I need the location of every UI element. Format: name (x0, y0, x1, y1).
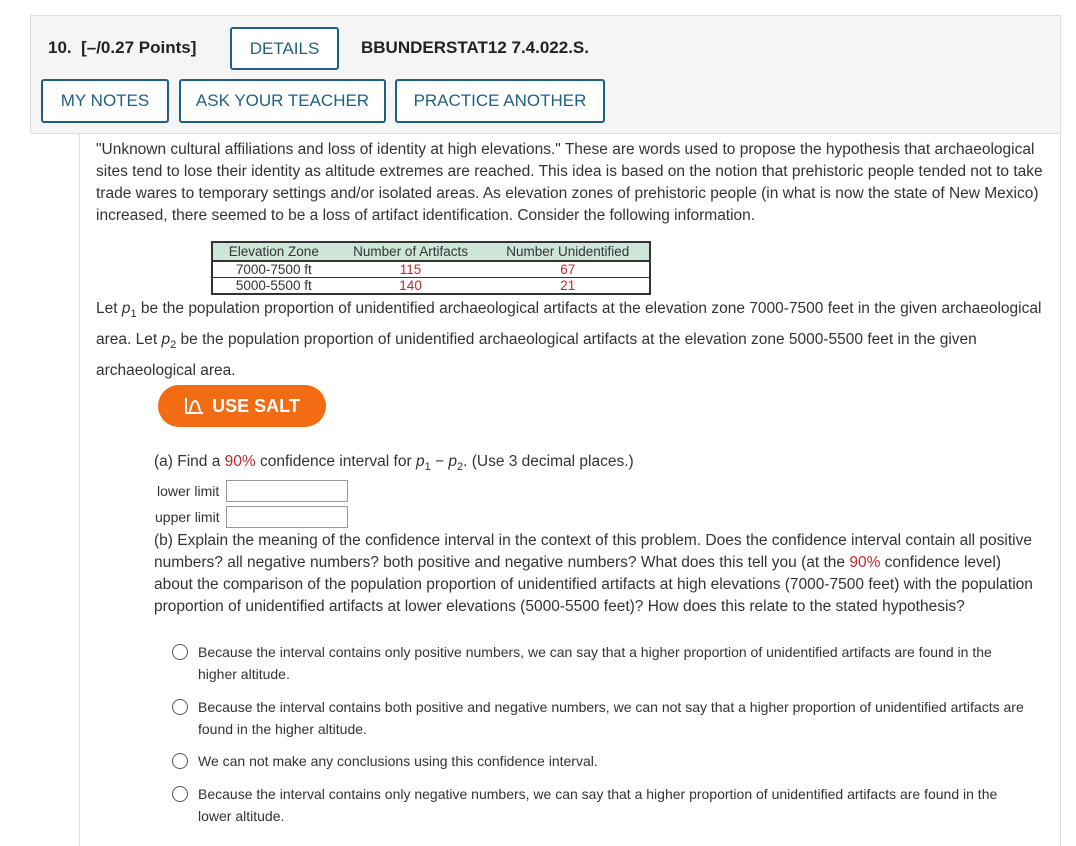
lower-limit-label: lower limit (157, 483, 220, 499)
cell: 21 (487, 278, 650, 295)
my-notes-button[interactable]: MY NOTES (41, 79, 169, 123)
lower-limit-input[interactable] (226, 480, 348, 502)
answer-option[interactable]: Because the interval contains only negative numbers, we can say that a higher proportion of unidentified artifacts are found in the lower altitude. (172, 783, 1032, 827)
question-header (30, 15, 1061, 134)
data-table (211, 241, 651, 295)
practice-another-button[interactable]: PRACTICE ANOTHER (395, 79, 605, 123)
upper-limit-label: upper limit (155, 509, 220, 525)
intro-text: "Unknown cultural affiliations and loss of identity at high elevations." These are words used to propose the hypothesis that archaeological sites tend to lose their identity as altitude extremes are reached. This idea is based on the notion that prehistoric people tended not to take trade wares to temporary settings and/or isolated areas. As elevation zones of prehistoric people (in what is now the state of New Mexico) increased, there seemed to be a loss of artifact identification. Consider the following information. (96, 141, 1043, 224)
answer-option[interactable]: Because the interval contains both positive and negative numbers, we can not say that a higher proportion of unidentified artifacts are found in the higher altitude. (172, 696, 1032, 740)
radio-button[interactable] (172, 786, 188, 802)
definition-text: Let $p_1$ be the population proportion of unidentified archaeological artifacts at the elevation zone 7000-7500 feet in the given archaeological area. Let $p_2$ be the population proportion of unidentified archaeological artifacts at the elevation zone 5000-5500 feet in the given archaeological area. (96, 300, 1042, 380)
col-header: Number of Artifacts (335, 242, 487, 261)
question-points: 10. [–/0.27 Points] (48, 38, 197, 57)
radio-button[interactable] (172, 644, 188, 660)
salt-chart-icon (184, 397, 204, 415)
question-code: BBUNDERSTAT12 7.4.022.S. (361, 38, 589, 57)
salt-label: USE SALT (212, 395, 300, 416)
use-salt-button[interactable] (158, 385, 326, 427)
ask-your-teacher-button[interactable]: ASK YOUR TEACHER (179, 79, 386, 123)
table-row (212, 278, 650, 295)
table-row (212, 261, 650, 278)
col-header: Elevation Zone (212, 242, 335, 261)
upper-limit-input[interactable] (226, 506, 348, 528)
answer-option[interactable]: We can not make any conclusions using this confidence interval. (172, 750, 1032, 772)
radio-button[interactable] (172, 699, 188, 715)
part-a-prompt: (a) Find a 90% confidence interval for $p_1 - p_2$. (Use 3 decimal places.) (154, 453, 634, 474)
answer-option[interactable]: Because the interval contains only positive numbers, we can say that a higher proportion of unidentified artifacts are found in the higher altitude. (172, 641, 1032, 685)
question-body (79, 133, 1061, 846)
cell: 140 (335, 278, 487, 295)
details-button[interactable]: DETAILS (230, 27, 339, 70)
radio-button[interactable] (172, 753, 188, 769)
cell: 7000-7500 ft (212, 261, 335, 278)
col-header: Number Unidentified (487, 242, 650, 261)
cell: 5000-5500 ft (212, 278, 335, 295)
part-b-prompt: (b) Explain the meaning of the confidence interval in the context of this problem. Does the confidence interval contain all positive numbers? all negative numbers? both positive and negative numbers? What does this tell you (at the 90% confidence level) about the comparison of the population proportion of unidentified artifacts at high elevations (7000-7500 feet) with the population proportion of unidentified artifacts at lower elevations (5000-5500 feet)? How does this relate to the stated hypothesis? (154, 532, 1033, 615)
cell: 67 (487, 261, 650, 278)
table-header-row (212, 242, 650, 261)
cell: 115 (335, 261, 487, 278)
